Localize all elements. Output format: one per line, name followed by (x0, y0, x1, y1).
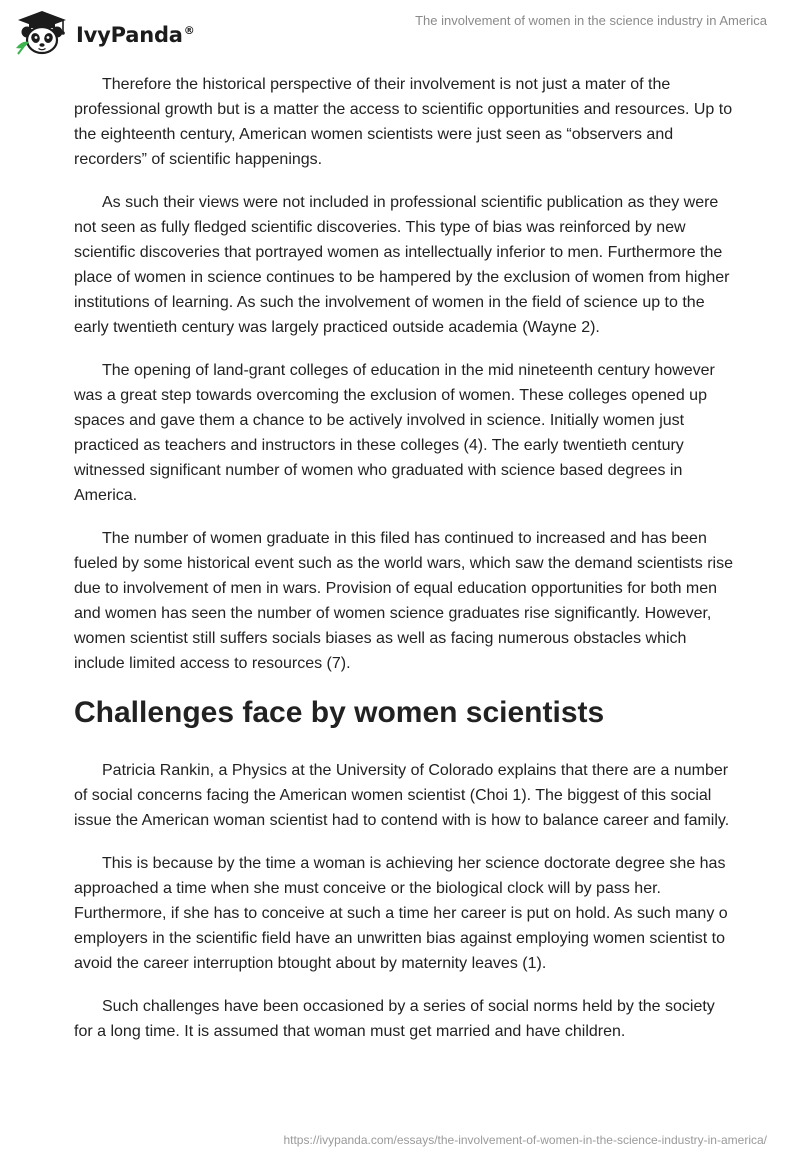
brand-name: IvyPanda® (76, 23, 195, 47)
paragraph: This is because by the time a woman is achieving her science doctorate degree she has approached a time when she must conceive or the biological clock will by pass her. Furthermore, if she has to conceive at such a time her career is put on hold. As such many o employers in the scientific field have an unwritten bias against employing women scientist to avoid the career interruption btought about by maternity leaves (1). (74, 855, 728, 972)
paragraph: Patricia Rankin, a Physics at the University of Colorado explains that there are a number of social concerns facing the American women scientist (Choi 1). The biggest of this social issue the American woman scientist had to contend with is how to balance career and family. (74, 762, 730, 829)
paragraph: Such challenges have been occasioned by a series of social norms held by the society for a long time. It is assumed that woman must get married and have children. (74, 998, 715, 1040)
paragraph: The number of women graduate in this filed has continued to increased and has been fueled by some historical event such as the world wars, which saw the demand scientists rise due to involvement of men in wars. Provision of equal education opportunities for both men and women has seen the number of women science graduates rise significantly. However, women scientist still suffers socials biases as well as facing numerous obstacles which include limited access to resources (7). (74, 530, 733, 672)
paragraph: As such their views were not included in professional scientific publication as they were not seen as fully fledged scientific discoveries. This type of bias was reinforced by new scientific discoveries that portrayed women as intellectually inferior to men. Furthermore the place of women in science continues to be hampered by the exclusion of women from higher institutions of learning. As such the involvement of women in the field of science up to the early twentieth century was largely practiced outside academia (Wayne 2). (74, 194, 730, 336)
essay-content (74, 72, 734, 1062)
document-title: The involvement of women in the science industry in America (415, 13, 767, 28)
brand-logo[interactable] (14, 8, 195, 56)
page-header (0, 0, 800, 60)
panda-graduate-logo-icon (14, 8, 70, 56)
paragraph: The opening of land-grant colleges of education in the mid nineteenth century however was a great step towards overcoming the exclusion of women. These colleges opened up spaces and gave them a chance to be actively involved in science. Initially women just practiced as teachers and instructors in these colleges (4). The early twentieth century witnessed significant number of women who graduated with science based degrees in America. (74, 362, 715, 504)
registered-mark: ® (183, 24, 195, 37)
paragraph: Therefore the historical perspective of their involvement is not just a mater of the professional growth but is a matter the access to scientific opportunities and resources. Up to the eighteenth century, American women scientists were just seen as “observers and recorders” of scientific happenings. (74, 76, 733, 168)
section-heading: Challenges face by women scientists (74, 696, 605, 729)
source-url[interactable]: https://ivypanda.com/essays/the-involvement-of-women-in-the-science-industry-in-america/ (283, 1133, 767, 1147)
